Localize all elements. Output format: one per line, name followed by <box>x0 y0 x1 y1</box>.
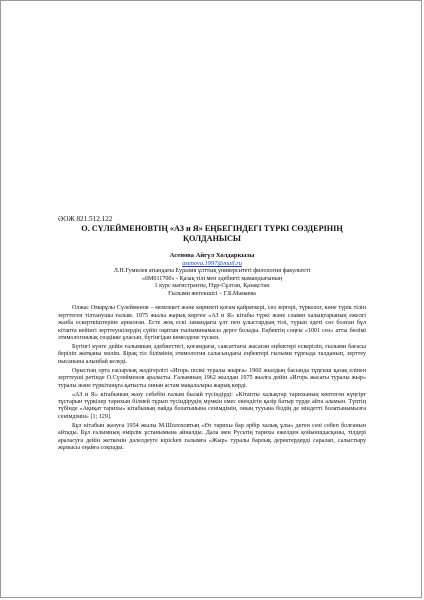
udc-code: ӘОЖ 821.512.122 <box>58 215 113 223</box>
affiliation-line: «6М011700» - Қазақ тілі мен әдебиеті мамандығының <box>141 275 283 282</box>
title-line-1: О. СҮЛЕЙМЕНОВТІҢ «АЗ и Я» ЕҢБЕГІНДЕГІ ТҮРКІ СӨЗДЕРІНІҢ <box>81 224 343 233</box>
paragraph: «АЗ и Я» кітабының жазу себебін ғалым былай түсіндірді: «Кітапты халықтар тарихының көптеген күңгірт тұстарын түркілер тарихын білмей тұрып түсіндірудің мүмкін емес екендігін қазір батыр түрде айта аламын. Түптің түбінде «Ақиқат тарихы» кітабының пайда болатынына сенімдімін, оның тууына біздің де міндетті болатынымызға сенімдімін» [1; 129]. <box>58 391 366 420</box>
affiliation <box>58 268 366 298</box>
body-text <box>58 305 366 452</box>
paragraph: Олжас Омарұлы Сүлейменов – мемлекет және көрнекті қоғам қайраткері, сөз зергері, түрколог, көне түрік тілін зерттеген тілтанушы ғалым. 1975 жылы жарық көрген «АЗ и Я» кітабы түркі және славян халықтарының ежелгі жазба ескерткіштеріне арналған. Есте жоқ ескі замандағы ұлт пен ұлыстардың тілі, түрып әдеті сөз болған бұл кітапта кейінгі зерттеушілердің сүйіп оқитын ғылыминамасы дерге болады. Еңбектің соңғы «1001 сөз» атты бөлімі этимологиялық сөздікке ұласып, бүгінгідан кемелдене түскен. <box>58 305 366 342</box>
paragraph: Бүгінгі күнге дейін ғалымның әдебиеттегі, қоғамдағы, саясаттағы жасаған еңбектері ескеріліп, ғылыми бағасы беріліп жатқаны мәлім. Бірақ тіл білімінің этимология саласындағы еңбектері ғылыми тұрғыда талданып, зерттеу нысанына алынбай келеді. <box>58 344 366 365</box>
author-name: Асенова Айгүл Холдаркызы <box>169 252 255 259</box>
paragraph: Орыстың орта ғасырлық жәдігерліті «Игорь полкі туралы жырға» 1960 жылдың басында тұңғыш қазақ елінен зерттеуші ретінде О.Сүлейменов араласты. Ғалымның 1962 жылдан 1975 жылға дейін «Игорь жасағы туралы жыр» туралы және түркітанұға қатысты оннан астам мақалалары жарық көрді. <box>58 367 366 389</box>
paragraph: Бұл кітабын жазуға 1954 жылы М.Шолоховтың «Өз тарихы бар әрбір халық ұлы» деген сөзі себеп болғанын айтады. Бұл ғалымның өмірлік ұстанымына айналды. Дала мен Русьтің тарихы ежелден қойыншдасқаны, тілдері араласуға дейін жеткенін дәлелдеуге кірісken ғалымға «Жыр» туралы барлық деректердерді саралап, салыстыру жұмысы оңайға соқпады. <box>58 422 366 452</box>
author-email[interactable]: asenova.1997@mail.ru <box>182 260 242 267</box>
article-title <box>58 224 366 244</box>
supervisor-line: Ғылыми жетекшісі – Г.Б.Мамаева <box>168 290 256 297</box>
affiliation-line: Л.Н.Гумилев атындағы Еуразия ұлттық университеті филология факультеті <box>113 268 311 274</box>
article-body <box>58 215 366 454</box>
title-line-2: ҚОЛДАНЫСЫ <box>183 234 241 243</box>
affiliation-line: 1 курс магистранты, Нұр-Сұлтан, Қазақстан <box>154 283 270 290</box>
